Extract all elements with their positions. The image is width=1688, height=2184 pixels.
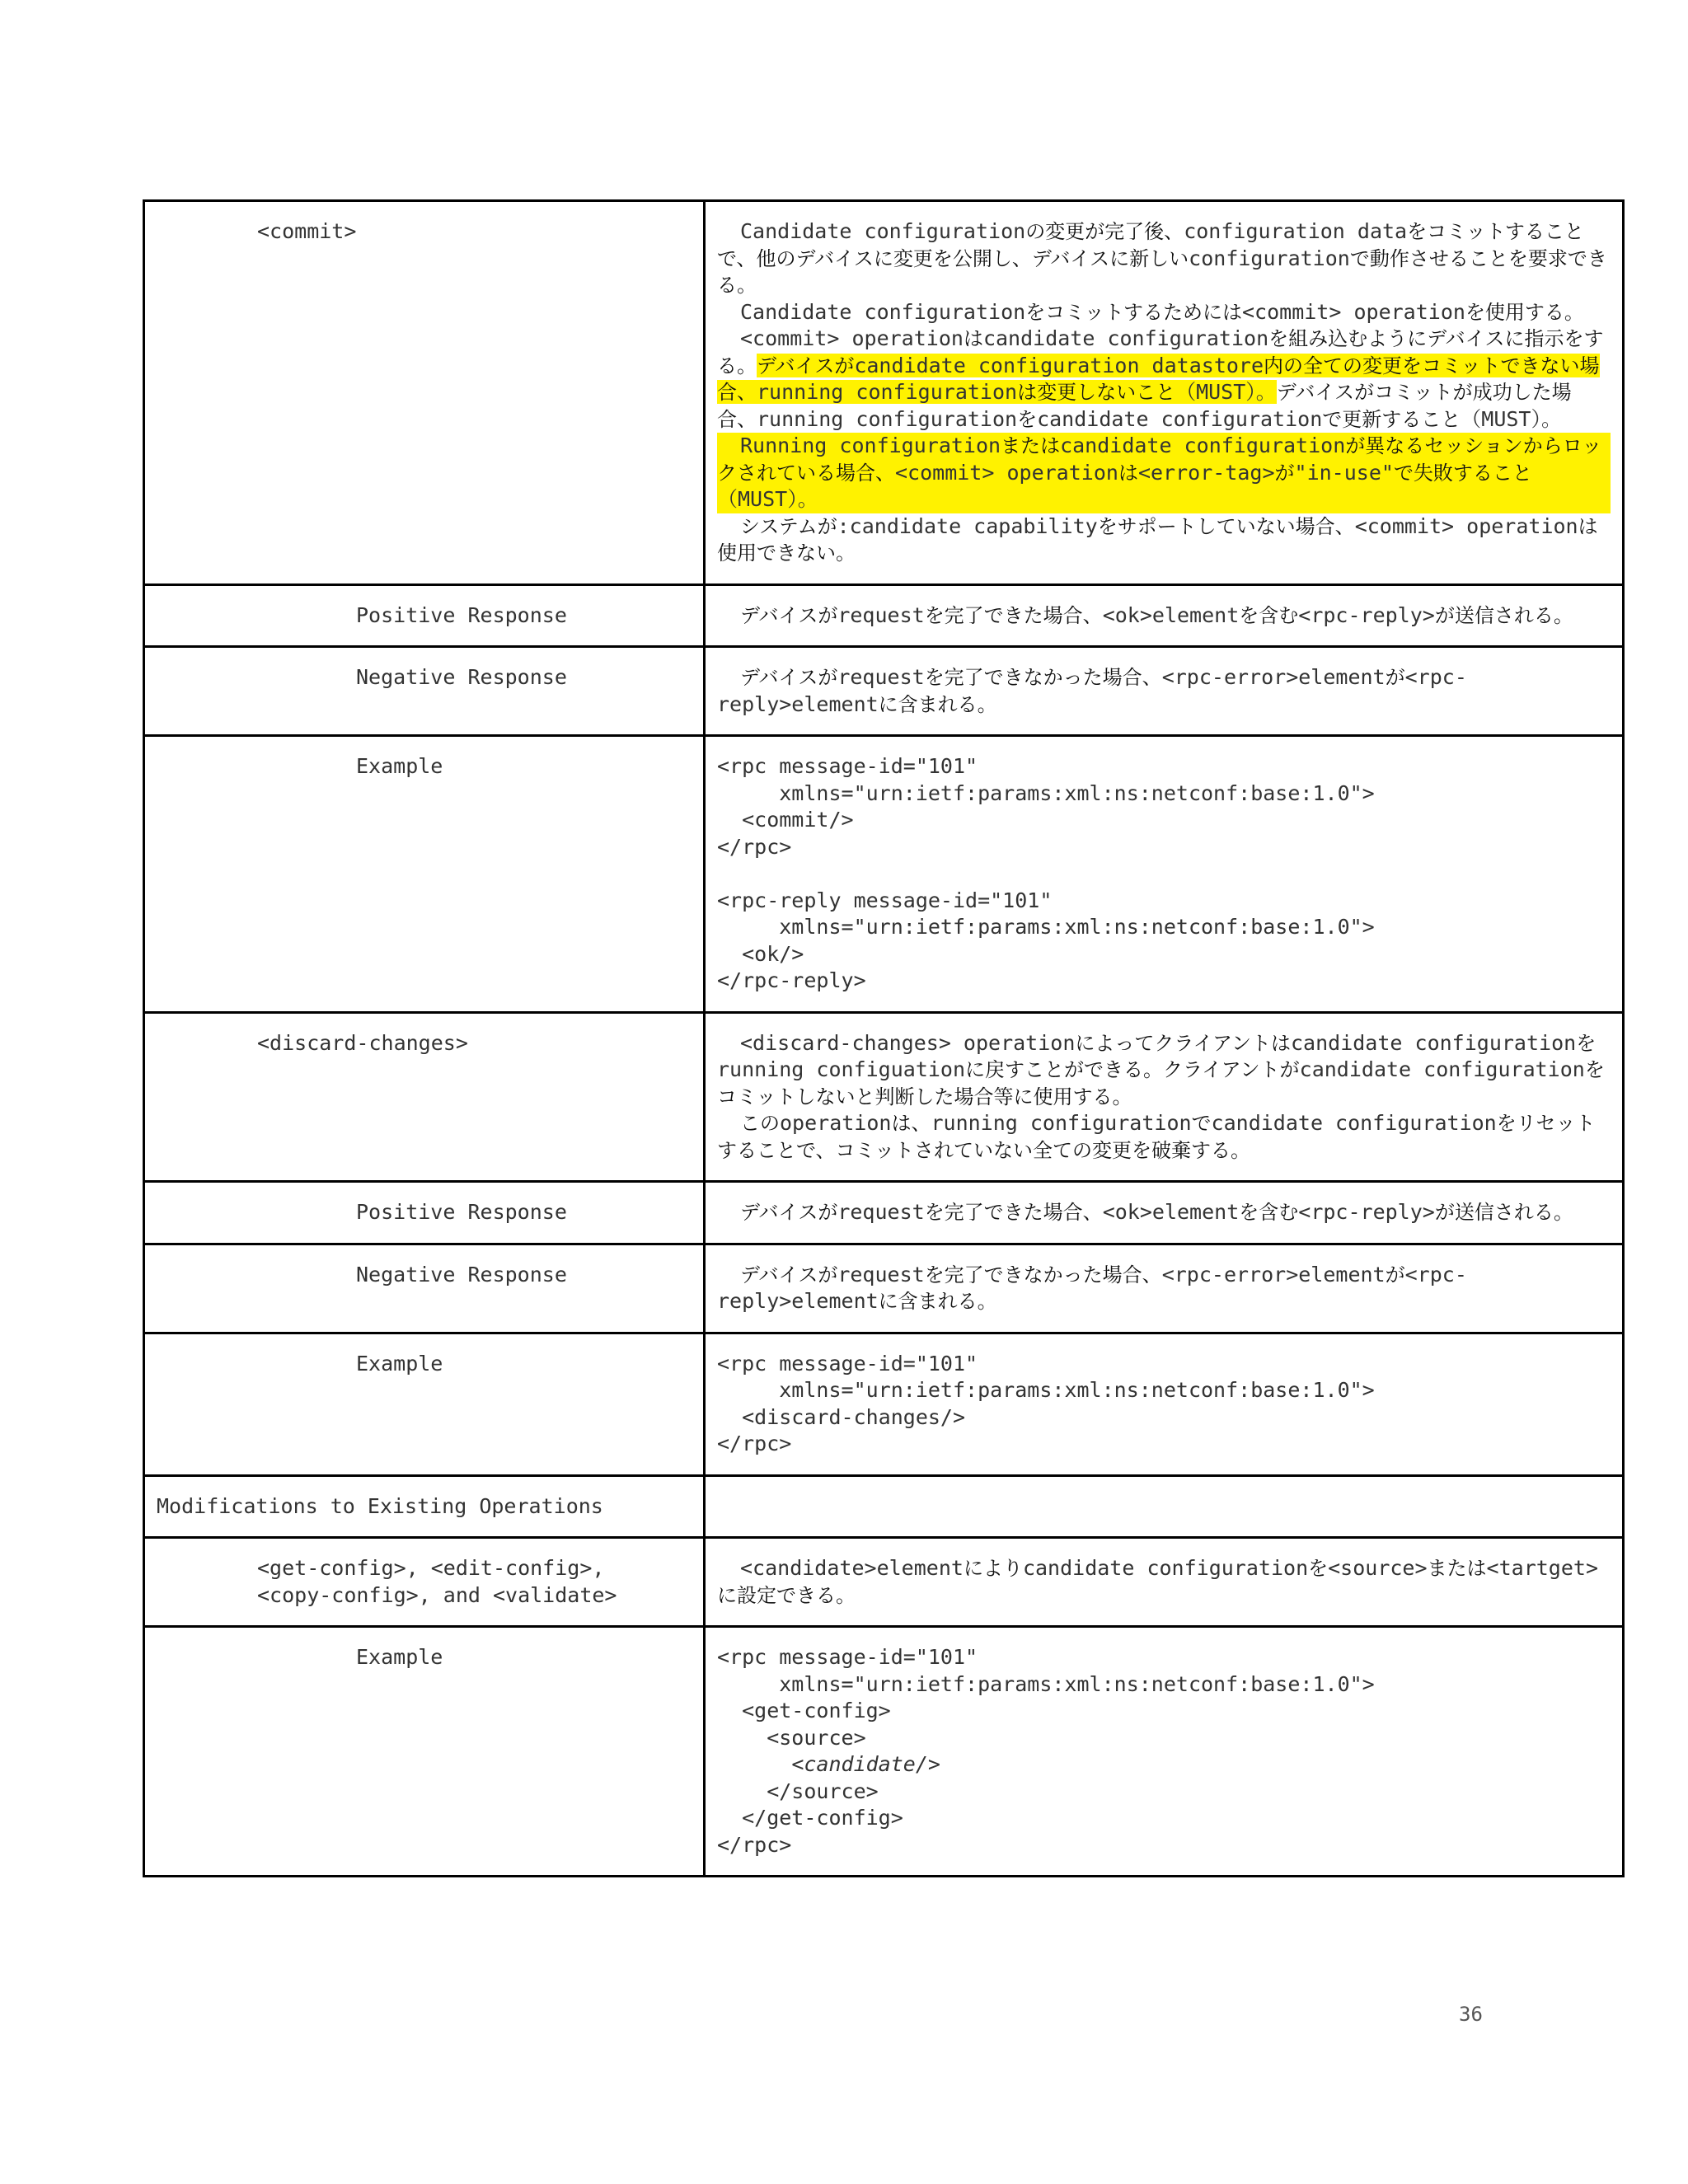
commit-para-1: Candidate configurationの変更が完了後、configuration dataをコミットすることで、他のデバイスに変更を公開し、デバイスに新しいconfigurationで動作させることを要求できる。 (717, 219, 1607, 297)
table-row (144, 1627, 1624, 1877)
commit-para-4-highlighted: Running configurationまたはcandidate configurationが異なるセッションからロックされている場合、<commit> operationは<error-tag>が"in-use"で失敗すること（MUST）。 (717, 433, 1611, 513)
table-row (144, 201, 1624, 585)
operations-table (143, 199, 1625, 1877)
discard-negative-response-label: Negative Response (144, 1244, 705, 1333)
discard-para-2: このoperationは、running configurationでcandidate configurationをリセットすることで、コミットされていない全ての変更を破棄する。 (717, 1111, 1596, 1162)
discard-positive-response-text: デバイスがrequestを完了できた場合、<ok>elementを含む<rpc-reply>が送信される。 (705, 1182, 1624, 1244)
table-row (144, 1182, 1624, 1244)
commit-example-code: <rpc message-id="101" xmlns="urn:ietf:params:xml:ns:netconf:base:1.0"> <commit/> </rpc> <rpc-reply message-id="101" xmlns="urn:ietf:params:xml:ns:netconf:base:1.0"> <ok/> </rpc-reply> (717, 754, 1375, 992)
operation-name-commit: <commit> (144, 201, 705, 585)
table-row (144, 647, 1624, 736)
discard-para-1: <discard-changes> operationによってクライアントはcandidate configurationをrunning configuationに戻すことができる。クライアントがcandidate configurationをコミットしないと判断した場合等に使用する。 (717, 1030, 1605, 1108)
commit-negative-response-text: デバイスがrequestを完了できなかった場合、<rpc-error>elementが<rpc-reply>elementに含まれる。 (705, 647, 1624, 736)
operation-name-get-config-group: <get-config>, <edit-config>, <copy-config>, and <validate> (144, 1538, 705, 1627)
table-row (144, 1475, 1624, 1538)
commit-description (705, 201, 1624, 585)
getconfig-example-code: <rpc message-id="101" xmlns="urn:ietf:params:xml:ns:netconf:base:1.0"> <get-config> <source> <candidate/> </source> </get-config> </rpc> (717, 1645, 1375, 1857)
getconfig-example-label: Example (144, 1627, 705, 1877)
commit-example-code-cell (705, 736, 1624, 1013)
commit-example-label: Example (144, 736, 705, 1013)
getconfig-example-code-cell (705, 1627, 1624, 1877)
commit-positive-response-text: デバイスがrequestを完了できた場合、<ok>elementを含む<rpc-reply>が送信される。 (705, 584, 1624, 647)
commit-para-5: システムが:candidate capabilityをサポートしていない場合、<commit> operationは使用できない。 (717, 513, 1598, 565)
page-number: 36 (1459, 2003, 1483, 2026)
commit-para-2: Candidate configurationをコミットするためには<commit> operationを使用する。 (740, 299, 1584, 324)
discard-positive-response-label: Positive Response (144, 1182, 705, 1244)
discard-example-code-cell (705, 1333, 1624, 1475)
discard-negative-response-text: デバイスがrequestを完了できなかった場合、<rpc-error>elementが<rpc-reply>elementに含まれる。 (705, 1244, 1624, 1333)
section-heading-modifications: Modifications to Existing Operations (144, 1475, 705, 1538)
highlighted-requirement: デバイスがcandidate configuration datastore内の全ての変更をコミットできない場合、running configurationは変更しないこと（MUST）。 (717, 353, 1600, 404)
discard-example-label: Example (144, 1333, 705, 1475)
operation-name-discard-changes: <discard-changes> (144, 1012, 705, 1182)
table-row (144, 1333, 1624, 1475)
table-row (144, 736, 1624, 1013)
discard-example-code: <rpc message-id="101" xmlns="urn:ietf:params:xml:ns:netconf:base:1.0"> <discard-changes/> </rpc> (717, 1351, 1375, 1455)
commit-para-3: <commit> operationはcandidate configurationを組み込むようにデバイスに指示をする。デバイスがcandidate configuration datastore内の全ての変更をコミットできない場合、running configurationは変更しないこと（MUST）。デバイスがコミットが成功した場合、running configurationをcandidate configurationで更新すること（MUST）。 (717, 326, 1604, 431)
table-row (144, 1244, 1624, 1333)
getconfig-description: <candidate>elementによりcandidate configurationを<source>または<tartget>に設定できる。 (705, 1538, 1624, 1627)
discard-description (705, 1012, 1624, 1182)
table-row (144, 1012, 1624, 1182)
commit-positive-response-label: Positive Response (144, 584, 705, 647)
table-row (144, 1538, 1624, 1627)
commit-negative-response-label: Negative Response (144, 647, 705, 736)
empty-cell (705, 1475, 1624, 1538)
table-row (144, 584, 1624, 647)
